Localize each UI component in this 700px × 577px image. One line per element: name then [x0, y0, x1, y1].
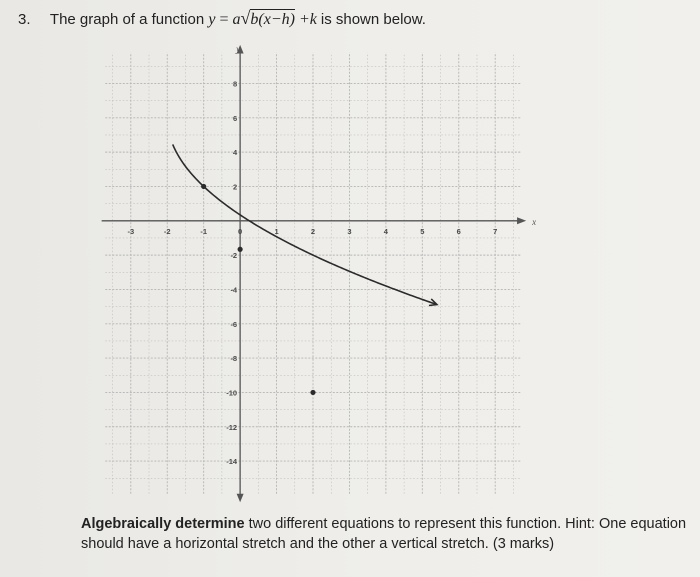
- question-intro: The graph of a function: [49, 11, 205, 28]
- tick-labels: [127, 79, 497, 466]
- marked-point: [310, 390, 315, 395]
- x-tick-label: -2: [163, 226, 171, 236]
- x-tick-label: -1: [200, 226, 208, 236]
- x-axis-arrow: [517, 217, 526, 224]
- x-tick-label: 1: [274, 226, 279, 236]
- function-curve: [173, 144, 437, 304]
- question-number: 3.: [18, 11, 31, 28]
- y-tick-label: 8: [232, 79, 238, 89]
- y-tick-label: 2: [232, 182, 238, 192]
- radicand: b(x−h): [250, 11, 295, 28]
- instruction-bold: Algebraically determine: [81, 516, 245, 532]
- grid: [105, 53, 520, 494]
- y-tick-label: -2: [230, 251, 238, 261]
- instruction-rest: two different equations to represent this function. Hint: One equation should have a horizontal stretch and the other a vertical stretch. (3 marks): [81, 516, 687, 552]
- x-tick-label: 7: [493, 226, 498, 236]
- x-tick-label: 4: [383, 226, 388, 236]
- y-tick-label: 6: [232, 113, 238, 123]
- marked-point: [201, 184, 206, 189]
- y-tick-label: 4: [232, 148, 238, 158]
- question-outro: is shown below.: [320, 11, 426, 28]
- y-tick-label: -6: [230, 319, 238, 329]
- function-equation: y = a√b(x−h) +k: [208, 11, 321, 28]
- function-graph: [98, 44, 537, 504]
- radical-sign: √: [240, 8, 251, 28]
- y-axis-arrow-down: [237, 494, 244, 503]
- y-tick-label: -12: [226, 422, 238, 432]
- marked-point: [238, 247, 243, 252]
- square-root: [241, 4, 295, 34]
- y-tick-label: -10: [226, 388, 238, 398]
- question-text: [18, 4, 426, 34]
- x-tick-label: 6: [456, 226, 461, 236]
- y-tick-label: -4: [230, 285, 238, 295]
- instruction-text: [81, 514, 696, 554]
- y-axis-label: y: [236, 44, 241, 54]
- x-tick-label: 5: [420, 226, 425, 236]
- x-tick-label: 2: [310, 226, 316, 236]
- y-tick-label: -8: [230, 354, 238, 364]
- x-tick-label: 0: [238, 226, 243, 236]
- y-tick-label: -14: [226, 457, 238, 467]
- x-axis-label: x: [532, 216, 537, 227]
- x-tick-label: -3: [127, 226, 135, 236]
- x-tick-label: 3: [347, 226, 352, 236]
- curve: [173, 144, 437, 305]
